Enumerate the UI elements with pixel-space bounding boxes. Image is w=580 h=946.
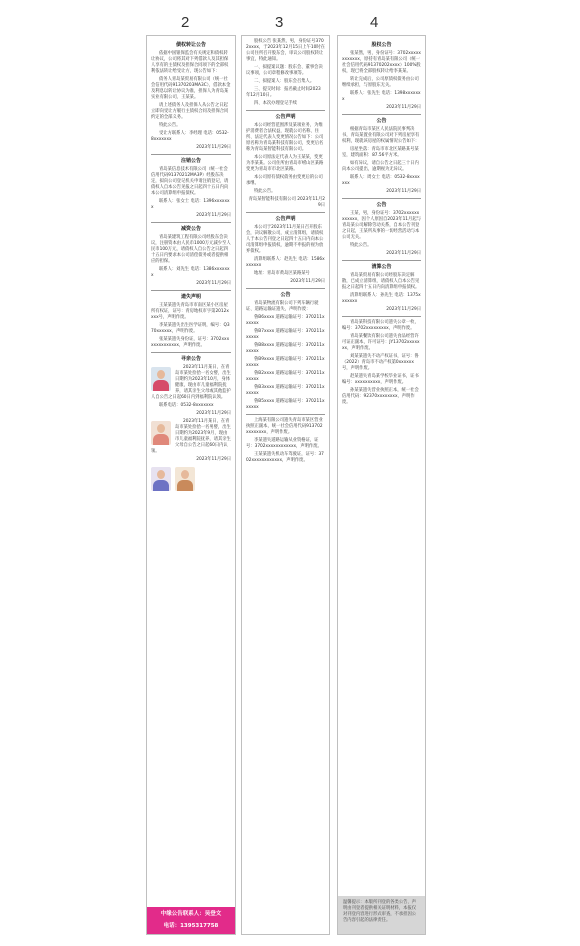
- notice-date: 2023年11月29日: [196, 411, 231, 416]
- notice-signature: 青岛某智能科技有限公司 2023年11月29日: [248, 197, 325, 208]
- notice-heading: 公告: [376, 118, 387, 124]
- divider: [151, 352, 231, 353]
- notice-paragraph: 清算组联系人：赵先生 电话：1586xxxxxxx: [246, 257, 325, 268]
- notice-paragraph: 李某遗失道路运输从业资格证，证号：3702xxxxxxxxxxxx，声明作废。: [246, 438, 322, 449]
- notice-paragraph: 如有异议，请自公告之日起三十日内向本公司提出，逾期视为无异议。: [342, 161, 419, 172]
- notice-paragraph: 2023年11月某日，在青岛市某处捡拾一名男婴，出生日期约为2023年9月，现由市儿童福利院抚养，请其亲生父母自公告之日起60日内认领。: [151, 419, 231, 454]
- disclaimer-box: [338, 896, 425, 934]
- notice-paragraph: 依据中国银保监会有关规定和债权转让协议，公司将其对下列借款人及其担保人享有的主债权及担保合同项下的全部权利依法转让给受让方，现公告如下：: [151, 51, 229, 74]
- notice-date: 2023年11月29日: [290, 279, 325, 284]
- notice-paragraph: 鲁B6xxxx 道路运输证号：370211xxxxxx: [246, 315, 325, 326]
- notice-paragraph: 青岛某餐饮有限公司遗失食品经营许可证正副本，许可证号：JY13702xxxxxxx，声明作废。: [342, 334, 420, 351]
- notice-paragraph: 王某某遗失青岛市市南区某小区房屋所有权证，证号：青房地权市字第2012xxxx号，声明作废。: [151, 303, 229, 320]
- notice-heading: 债权转让公告: [175, 42, 206, 48]
- child-photo: [175, 467, 195, 491]
- notice-paragraph: 王某，男，身份证号：3702xxxxxxxxxxxx，因个人原因自2023年11月起与青岛某公司解除劳动关系，自本公告刊登之日起，王某所从事的一切经营活动与本公司无关。: [342, 211, 421, 240]
- notice-paragraph: 一、拟提案议题：股东会、董事会决议事项，公司章程修改事项等。: [246, 65, 323, 76]
- notice-paragraph: 联系人：刘先生 电话：1386xxxxxxx: [151, 267, 230, 278]
- child-photo: [151, 421, 171, 445]
- notice-paragraph: 请上述债务人及担保人从公告之日起立即向受让方履行主债权合同及担保合同约定的全部义务。: [151, 103, 229, 120]
- notice-date: 2023年11月29日: [196, 457, 231, 462]
- notice-paragraph: 三、提交时间：报名截止时间2023年12月10日。: [246, 87, 321, 98]
- notice-paragraph: 特此公告。: [350, 243, 372, 248]
- notice-paragraph: 联系人：张先生 电话：1398xxxxxxx: [342, 91, 421, 102]
- notice-heading: 清算公告: [371, 264, 392, 270]
- notice-paragraph: 债务人青岛某贸易有限公司（统一社会信用代码91370203MA3C），借款本金及利息以转让协议为准，担保人为青岛某实业有限公司、王某某。: [151, 77, 231, 100]
- notice-paragraph: 四、本次办理登记手续: [254, 101, 297, 106]
- notice-paragraph: 上海某有限公司遗失青岛市某区营业执照正副本，统一社会信用代码913702xxxxxxxx，声明作废。: [246, 418, 323, 435]
- notice-date: 2023年11月29日: [196, 281, 231, 286]
- disclaimer-text: 温馨提示：本版所刊登的各类公告、声明由刊登者提供相关证明材料，本报仅对刊登内容进行形式审查，不承担因公告内容引起的法律责任。: [343, 900, 417, 923]
- divider: [246, 288, 325, 289]
- notice-date: 2023年11月29日: [386, 307, 421, 312]
- notice-date: 2023年11月29日: [386, 105, 421, 110]
- notice-date: 2023年11月29日: [386, 251, 421, 256]
- notice-paragraph: 清算组联系人：孙先生 电话：1375xxxxxxx: [342, 293, 421, 304]
- divider: [246, 414, 325, 415]
- notice-paragraph: 鲁B5xxxx 道路运输证号：370211xxxxxx: [246, 399, 325, 410]
- notice-paragraph: 青岛某物流有限公司下列车辆行驶证、道路运输证遗失，声明作废：: [246, 301, 319, 312]
- notice-heading: 减资公告: [180, 226, 201, 232]
- notice-paragraph: 鲁B2xxxx 道路运输证号：370211xxxxxx: [246, 371, 325, 382]
- notice-paragraph: 根据青岛市某区人民法院民事判决书，青岛某置业有限公司对下列房屋享有权利，现就该房屋的权属情况公告如下：: [342, 127, 420, 144]
- child-photo: [151, 467, 171, 491]
- contact-banner: [147, 907, 235, 934]
- divider: [342, 316, 421, 317]
- contact-person: 中缘公告联系人：吴登文: [160, 911, 222, 917]
- notice-heading: 寻亲公告: [180, 356, 201, 362]
- notice-heading: 股权公告: [371, 42, 392, 48]
- notice-paragraph: 鲁B3xxxx 道路运输证号：370211xxxxxx: [246, 385, 325, 396]
- notice-heading: 公告: [280, 292, 291, 298]
- notice-paragraph: 王某某遗失机动车驾驶证，证号：3702xxxxxxxxxxxx，声明作废。: [246, 452, 324, 463]
- notice-paragraph: 特此公告。: [159, 123, 181, 128]
- notice-heading: 注销公告: [180, 158, 201, 164]
- divider: [342, 260, 421, 261]
- notice-paragraph: 二、拟提案人：股东会召集人。: [254, 79, 315, 84]
- page-number-2: 2: [181, 14, 190, 31]
- notice-paragraph: 孙某某遗失营业执照正本，统一社会信用代码：92370xxxxxxxx，声明作废。: [342, 388, 419, 405]
- contact-phone: 电话：1395317758: [163, 923, 219, 929]
- newspaper-column-page-2: [146, 35, 236, 935]
- notice-paragraph: 地址：青岛市黄岛区某路某号: [254, 271, 310, 276]
- divider: [342, 114, 421, 115]
- notice-paragraph: 张某某遗失身份证，证号：3702xxxxxxxxxxxxxx，声明作废。: [151, 337, 230, 348]
- notice-paragraph: 鲁B8xxxx 道路运输证号：370211xxxxxx: [246, 343, 325, 354]
- notice-heading: 遗失声明: [180, 294, 201, 300]
- divider: [246, 110, 325, 111]
- notice-paragraph: 股权公告 张某然，男，身份证号3702xxxx，于2023年12月15日上午10时在公司住所召开股东会，审议公司股权转让事宜，特此通知。: [246, 39, 325, 62]
- newspaper-column-page-4: [337, 35, 426, 935]
- notice-date: 2023年11月29日: [386, 189, 421, 194]
- notice-paragraph: 联系电话：0532-8xxxxxxx: [159, 403, 214, 408]
- notice-date: 2023年11月29日: [196, 145, 231, 150]
- notice-paragraph: 鲁B7xxxx 道路运输证号：370211xxxxxx: [246, 329, 325, 340]
- notice-paragraph: 受让方联系人：李经理 电话：0532-8xxxxxxx: [151, 131, 229, 142]
- notice-paragraph: 本公司原有债权债务由变更后的公司承继。: [246, 175, 323, 186]
- notice-paragraph: 房屋坐落：青岛市市北区某路某号某室，建筑面积：87.56平方米。: [342, 147, 419, 158]
- notice-paragraph: 转让完成后，公司原债权债务由公司继续承担，与原股东无关。: [342, 77, 419, 88]
- notice-paragraph: 本公司原法定代表人为王某某，变更为李某某。公司住所由青岛市崂山区某路变更为青岛市市北区某路。: [246, 155, 324, 172]
- notice-paragraph: 特此公告。: [254, 189, 276, 194]
- notice-heading: 公告声明: [275, 216, 296, 222]
- notice-paragraph: 联系人：张女士 电话：1396xxxxxxx: [151, 199, 230, 210]
- notice-paragraph: 赵某遗失青岛某学校毕业证书，证书编号：xxxxxxxxxx，声明作废。: [342, 374, 419, 385]
- notice-paragraph: 青岛某信息技术有限公司（统一社会信用代码91370212MA3P）经股东决定，拟向公司登记机关申请注销登记，请债权人自本公告见报之日起四十五日内向本公司清算组申报债权。: [151, 167, 229, 196]
- page-number-3: 3: [275, 14, 284, 31]
- notice-paragraph: 2023年11月某日，在青岛市某处捡拾一名女婴，出生日期约为2023年10月，身体健康，现由市儿童福利院抚养，请其亲生父母或其他监护人自公告之日起60日内到福利院认领。: [151, 365, 231, 400]
- notice-heading: 公告: [376, 202, 387, 208]
- child-photo: [151, 367, 171, 391]
- notice-paragraph: 张某然，男，身份证号：3702xxxxxxxxxxxx，原持有青岛某有限公司（统一社会信用代码91370202xxxx）100%股权，现已将全部股权转让给李某某。: [342, 51, 421, 74]
- notice-paragraph: 鲁B9xxxx 道路运输证号：370211xxxxxx: [246, 357, 325, 368]
- notice-paragraph: 本公司于2023年11月某日召开股东会，决议解散公司，成立清算组，请债权人于本公告刊登之日起四十五日内向本公司清算组申报债权，逾期不申报的视为放弃债权。: [246, 225, 324, 254]
- notice-paragraph: 青岛某贸易有限公司经股东决定解散，已成立清算组，请债权人自本公告见报之日起四十五日内向清算组申报债权。: [342, 273, 420, 290]
- notice-date: 2023年11月29日: [196, 213, 231, 218]
- notice-heading: 公告声明: [275, 114, 296, 120]
- divider: [151, 222, 231, 223]
- newspaper-column-page-3: [241, 35, 330, 935]
- divider: [246, 212, 325, 213]
- notice-paragraph: 本公司经营范围涉及某项业务，为维护消费者合法权益，现就公司名称、住所、法定代表人变更情况公告如下：公司原名称为青岛某科技有限公司，变更后名称为青岛某智能科技有限公司。: [246, 123, 324, 152]
- divider: [342, 198, 421, 199]
- page-number-4: 4: [370, 14, 379, 31]
- divider: [151, 290, 231, 291]
- notice-paragraph: 李某某遗失出生医学证明，编号：Q370xxxxxx，声明作废。: [151, 323, 230, 334]
- notice-paragraph: 联系人：周女士 电话：0532-8xxxxxxx: [342, 175, 420, 186]
- notice-paragraph: 青岛某科技有限公司遗失公章一枚，编号：3702xxxxxxxxx，声明作废。: [342, 320, 419, 331]
- notice-paragraph: 刘某某遗失不动产权证书，证号：鲁（2022）青岛市不动产权第0xxxxxx号，声明作废。: [342, 354, 419, 371]
- notice-paragraph: 青岛某建筑工程有限公司经股东会决议，注册资本由人民币1000万元减少至人民币100万元，请债权人自公告之日起四十五日内要求本公司清偿债务或者提供相应的担保。: [151, 235, 231, 264]
- divider: [151, 154, 231, 155]
